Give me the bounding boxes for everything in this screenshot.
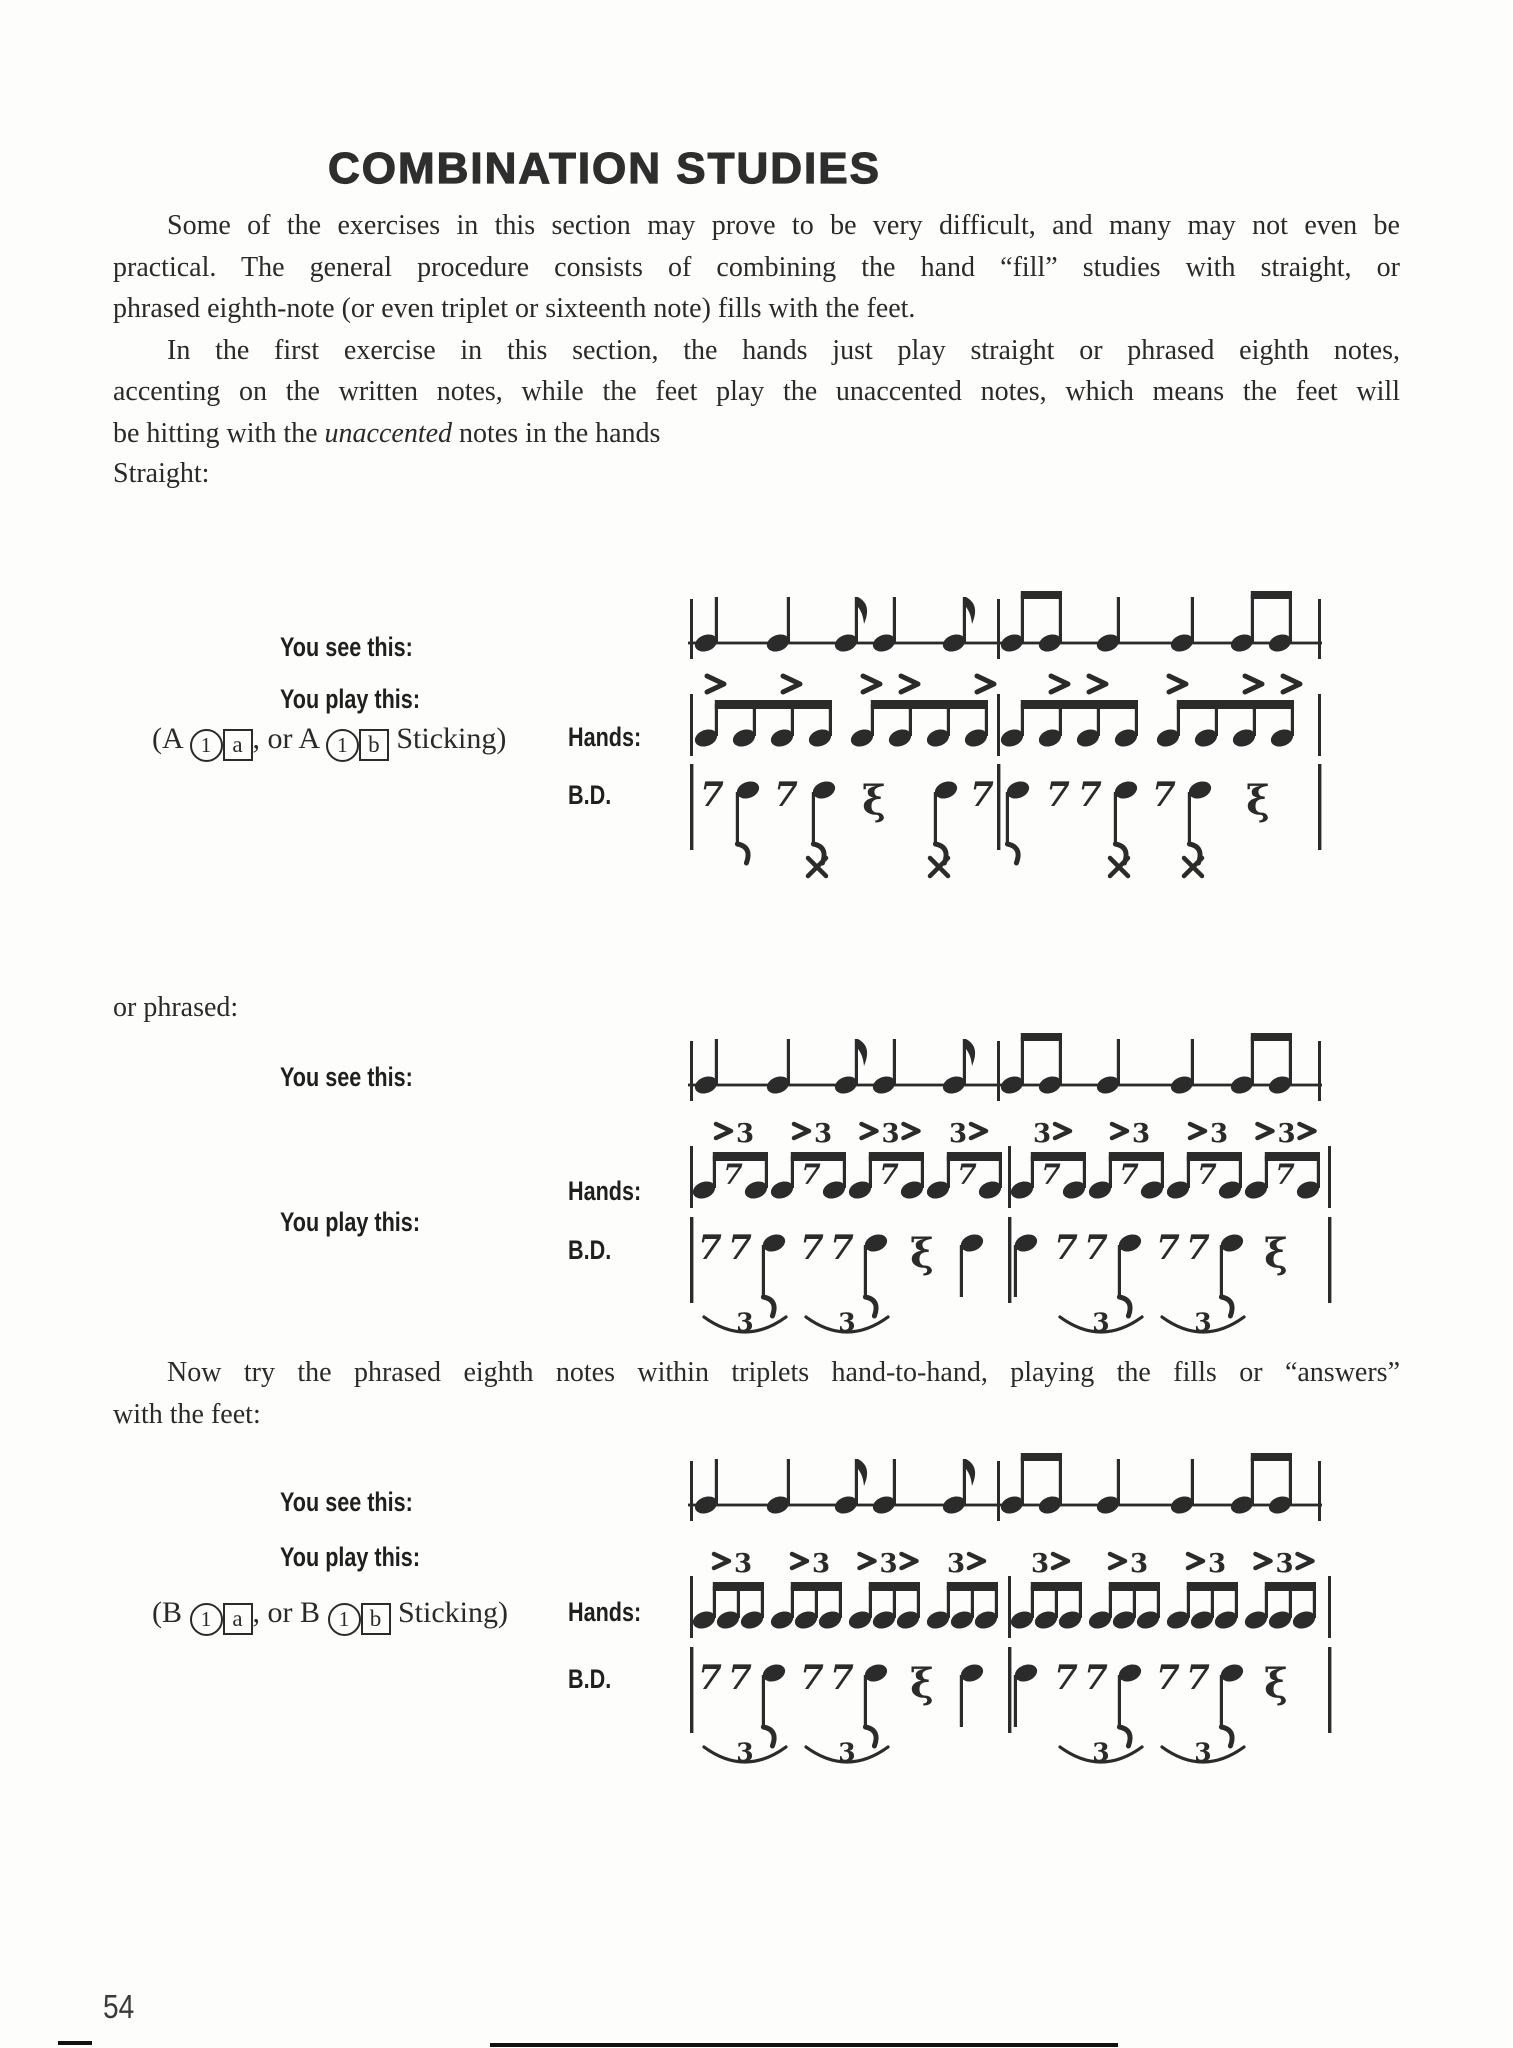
svg-text:7: 7: [1046, 775, 1070, 815]
svg-text:7: 7: [830, 1228, 854, 1268]
svg-text:3: 3: [879, 1549, 898, 1579]
ex1-sticking-note: [152, 722, 506, 762]
straight-label: Straight:: [113, 458, 210, 489]
circled-number: 1: [326, 729, 359, 762]
svg-text:7: 7: [728, 1658, 752, 1698]
svg-text:7: 7: [1197, 1158, 1217, 1191]
svg-text:7: 7: [700, 775, 724, 815]
boxed-letter: b: [359, 729, 389, 761]
text-line: Now try the phrased eighth notes within triplets hand-to-hand, playing the fills or “answers”: [167, 1357, 1400, 1388]
circled-number: 1: [328, 1603, 361, 1636]
sticking-text: , or A: [252, 722, 326, 755]
svg-text:7: 7: [1084, 1228, 1108, 1268]
svg-text:3: 3: [735, 1119, 755, 1149]
page-number: 54: [103, 1988, 135, 2025]
intro-paragraph: [113, 205, 1400, 454]
page-title: COMBINATION STUDIES: [328, 144, 881, 193]
circled-number: 1: [190, 729, 223, 762]
sticking-text: Sticking): [390, 1596, 508, 1629]
ex3-bd-notation: [660, 1643, 1350, 1793]
svg-text:3: 3: [1207, 1549, 1227, 1579]
ex3-bd-label: B.D.: [568, 1664, 612, 1694]
svg-text:ξ: ξ: [862, 777, 886, 824]
svg-text:7: 7: [1156, 1658, 1180, 1698]
ex2-you-see-this-label: You see this:: [280, 1062, 413, 1092]
svg-text:3: 3: [1092, 1308, 1110, 1337]
svg-text:3: 3: [1092, 1738, 1110, 1767]
svg-text:7: 7: [970, 775, 994, 815]
svg-text:3: 3: [1275, 1549, 1294, 1579]
ex3-hands-label: Hands:: [568, 1597, 642, 1627]
svg-text:7: 7: [800, 1228, 824, 1268]
svg-text:ξ: ξ: [910, 1230, 934, 1277]
svg-text:ξ: ξ: [910, 1660, 934, 1707]
svg-text:7: 7: [1054, 1228, 1078, 1268]
text-line: accenting on the written notes, while the feet play the unaccented notes, which means the feet will: [113, 376, 1400, 407]
text-line: phrased eighth-note (or even triplet or sixteenth note) fills with the feet.: [113, 293, 916, 324]
svg-text:7: 7: [728, 1228, 752, 1268]
sticking-text: (B: [152, 1596, 190, 1629]
boxed-letter: b: [361, 1603, 391, 1635]
text-line: Some of the exercises in this section may prove to be very difficult, and many may not even be: [167, 210, 1400, 241]
ex2-you-play-this-label: You play this:: [280, 1207, 421, 1237]
svg-text:7: 7: [1186, 1228, 1210, 1268]
ex2-bd-notation: [660, 1213, 1350, 1363]
svg-text:3: 3: [946, 1549, 966, 1579]
svg-text:3: 3: [813, 1119, 833, 1149]
boxed-letter: a: [223, 729, 253, 761]
ex2-bd-label: B.D.: [568, 1235, 612, 1265]
ex1-bd-notation: [660, 760, 1350, 895]
svg-text:7: 7: [1041, 1158, 1061, 1191]
text-line: be hitting with the unaccented notes in the hands: [113, 417, 661, 449]
svg-text:7: 7: [879, 1158, 899, 1191]
svg-text:ξ: ξ: [1246, 777, 1270, 824]
svg-text:7: 7: [698, 1658, 722, 1698]
sticking-text: , or B: [252, 1596, 328, 1629]
boxed-letter: a: [223, 1603, 253, 1635]
circled-number: 1: [190, 1603, 223, 1636]
svg-text:7: 7: [1054, 1658, 1078, 1698]
svg-text:7: 7: [723, 1158, 743, 1191]
ex3-see-notation: [660, 1453, 1350, 1548]
svg-text:7: 7: [801, 1158, 821, 1191]
svg-text:3: 3: [1129, 1549, 1149, 1579]
svg-text:3: 3: [1194, 1738, 1212, 1767]
svg-text:3: 3: [1131, 1119, 1151, 1149]
ex2-hands-label: Hands:: [568, 1176, 642, 1206]
ex2-hands-notation: [660, 1118, 1350, 1218]
sticking-text: (A: [152, 722, 190, 755]
bottom-left-edge-mark: [58, 2041, 92, 2045]
svg-text:7: 7: [957, 1158, 977, 1191]
svg-text:3: 3: [948, 1119, 968, 1149]
svg-text:3: 3: [1030, 1549, 1050, 1579]
svg-text:ξ: ξ: [1264, 1660, 1288, 1707]
svg-text:3: 3: [736, 1738, 754, 1767]
ex3-you-play-this-label: You play this:: [280, 1542, 421, 1572]
svg-text:7: 7: [1156, 1228, 1180, 1268]
phrased-label: or phrased:: [113, 992, 239, 1023]
svg-text:ξ: ξ: [1264, 1230, 1288, 1277]
svg-text:3: 3: [1209, 1119, 1229, 1149]
ex1-hands-label: Hands:: [568, 722, 642, 752]
svg-text:7: 7: [1084, 1658, 1108, 1698]
svg-text:7: 7: [1119, 1158, 1139, 1191]
svg-text:3: 3: [1277, 1119, 1296, 1149]
svg-text:3: 3: [881, 1119, 900, 1149]
ex1-bd-label: B.D.: [568, 780, 612, 810]
svg-text:7: 7: [830, 1658, 854, 1698]
svg-text:7: 7: [698, 1228, 722, 1268]
svg-text:7: 7: [800, 1658, 824, 1698]
middle-paragraph: [113, 1352, 1400, 1435]
svg-text:7: 7: [1275, 1158, 1295, 1191]
ex1-hands-notation: [660, 666, 1350, 766]
text-line: In the first exercise in this section, the hands just play straight or phrased eighth notes,: [167, 334, 1400, 366]
svg-text:3: 3: [1194, 1308, 1212, 1337]
svg-text:3: 3: [838, 1738, 856, 1767]
ex3-hands-notation: [660, 1548, 1350, 1648]
svg-text:7: 7: [1078, 775, 1102, 815]
svg-text:3: 3: [811, 1549, 831, 1579]
svg-text:3: 3: [838, 1308, 856, 1337]
bottom-edge-line: [490, 2043, 1118, 2047]
ex3-sticking-note: [152, 1596, 508, 1636]
svg-text:7: 7: [1186, 1658, 1210, 1698]
ex1-you-play-this-label: You play this:: [280, 684, 421, 714]
svg-text:3: 3: [736, 1308, 754, 1337]
text-line: with the feet:: [113, 1398, 261, 1430]
sticking-text: Sticking): [388, 722, 507, 755]
svg-text:7: 7: [774, 775, 798, 815]
svg-text:7: 7: [1152, 775, 1176, 815]
ex2-see-notation: [660, 1033, 1350, 1128]
text-line: practical. The general procedure consists of combining the hand “fill” studies with straight, or: [113, 251, 1400, 283]
ex1-you-see-this-label: You see this:: [280, 632, 413, 662]
svg-text:3: 3: [1032, 1119, 1052, 1149]
svg-text:3: 3: [733, 1549, 753, 1579]
ex3-you-see-this-label: You see this:: [280, 1487, 413, 1517]
